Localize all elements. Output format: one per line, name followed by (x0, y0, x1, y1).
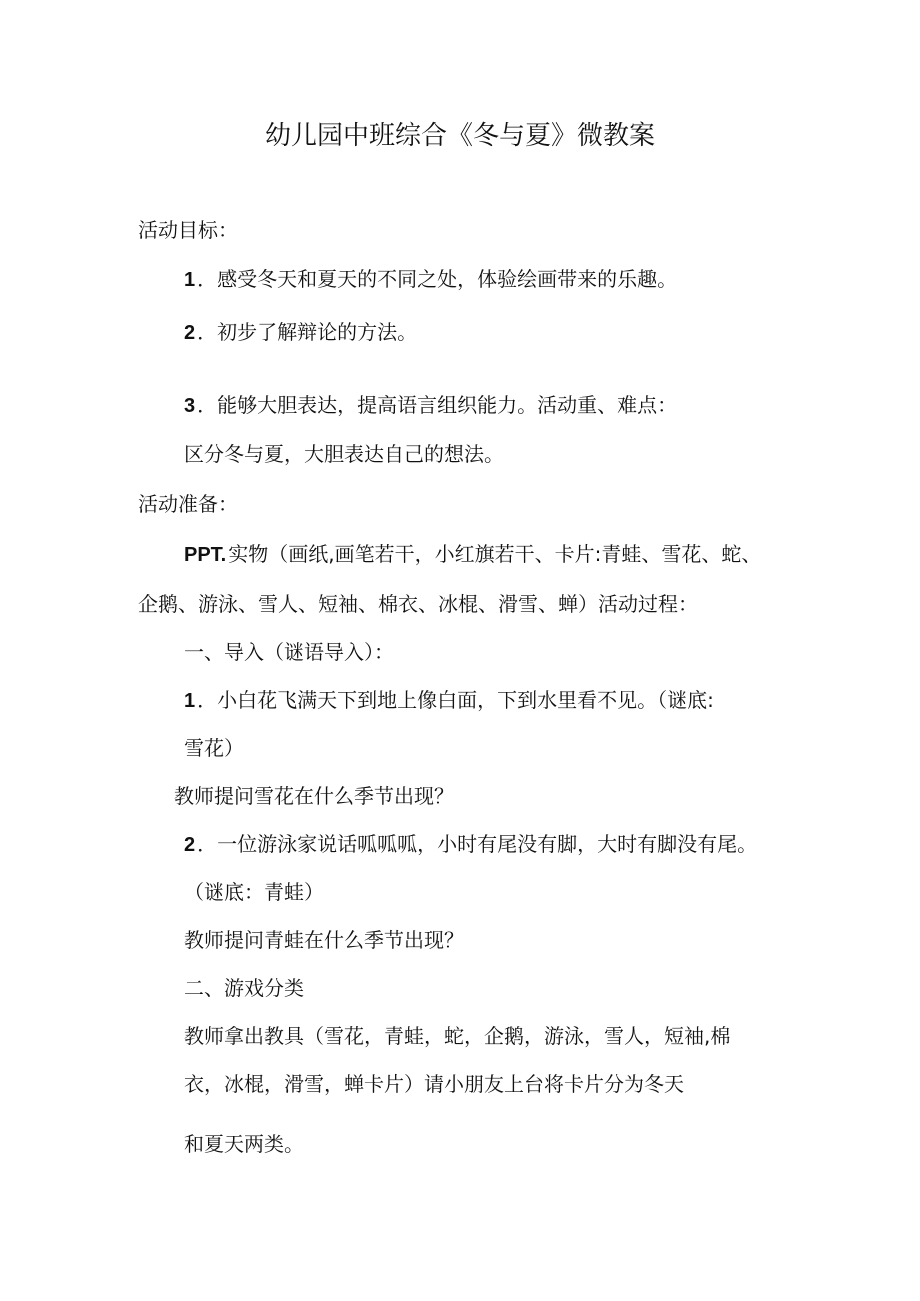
riddle-1-line-1 (184, 686, 714, 715)
section-heading-2: 二、游戏分类 (184, 976, 304, 1000)
game-line-1: 教师拿出教具（雪花，青蛙，蛇，企鹅，游泳，雪人，短袖,棉 (184, 1024, 731, 1048)
riddle-1-line-2: 雪花） (184, 736, 244, 760)
goal-text: ．感受冬天和夏天的不同之处，体验绘画带来的乐趣。 (197, 267, 678, 291)
prep-line-1 (184, 540, 761, 569)
game-line-2: 衣，冰棍，滑雪，蝉卡片）请小朋友上台将卡片分为冬天 (184, 1072, 684, 1096)
goal-number: 1 (184, 269, 196, 291)
goal-number: 2 (184, 322, 196, 344)
riddle-number: 1 (184, 690, 196, 712)
prep-heading: 活动准备： (138, 492, 238, 516)
riddle-text: ．一位游泳家说话呱呱呱，小时有尾没有脚，大时有脚没有尾。 (197, 832, 758, 856)
goal-heading: 活动目标： (138, 218, 238, 242)
goal-number: 3 (184, 395, 196, 417)
prep-ppt-label: PPT. (184, 544, 227, 566)
key-point-text: 区分冬与夏，大胆表达自己的想法。 (184, 442, 504, 466)
section-heading-1: 一、导入（谜语导入）： (184, 640, 394, 664)
prep-text: 实物（画纸,画笔若干，小红旗若干、卡片:青蛙、雪花、蛇、 (228, 542, 762, 566)
goal-item-1 (184, 265, 677, 294)
prep-line-2: 企鹅、游泳、雪人、短袖、棉衣、冰棍、滑雪、蝉）活动过程： (138, 592, 698, 616)
question-1: 教师提问雪花在什么季节出现？ (174, 784, 454, 808)
goal-text: ．初步了解辩论的方法。 (197, 320, 418, 344)
riddle-number: 2 (184, 834, 196, 856)
riddle-text: ．小白花飞满天下到地上像白面，下到水里看不见。（谜底: (197, 688, 714, 712)
goal-item-2 (184, 318, 417, 347)
goal-item-3 (184, 391, 677, 420)
goal-text: ．能够大胆表达，提高语言组织能力。活动重、难点： (197, 393, 678, 417)
document-title: 幼儿园中班综合《冬与夏》微教案 (264, 121, 655, 151)
game-line-3: 和夏天两类。 (184, 1132, 304, 1156)
riddle-2-line-2: （谜底：青蛙） (184, 880, 324, 904)
question-2: 教师提问青蛙在什么季节出现？ (184, 928, 464, 952)
riddle-2-line-1 (184, 830, 757, 859)
